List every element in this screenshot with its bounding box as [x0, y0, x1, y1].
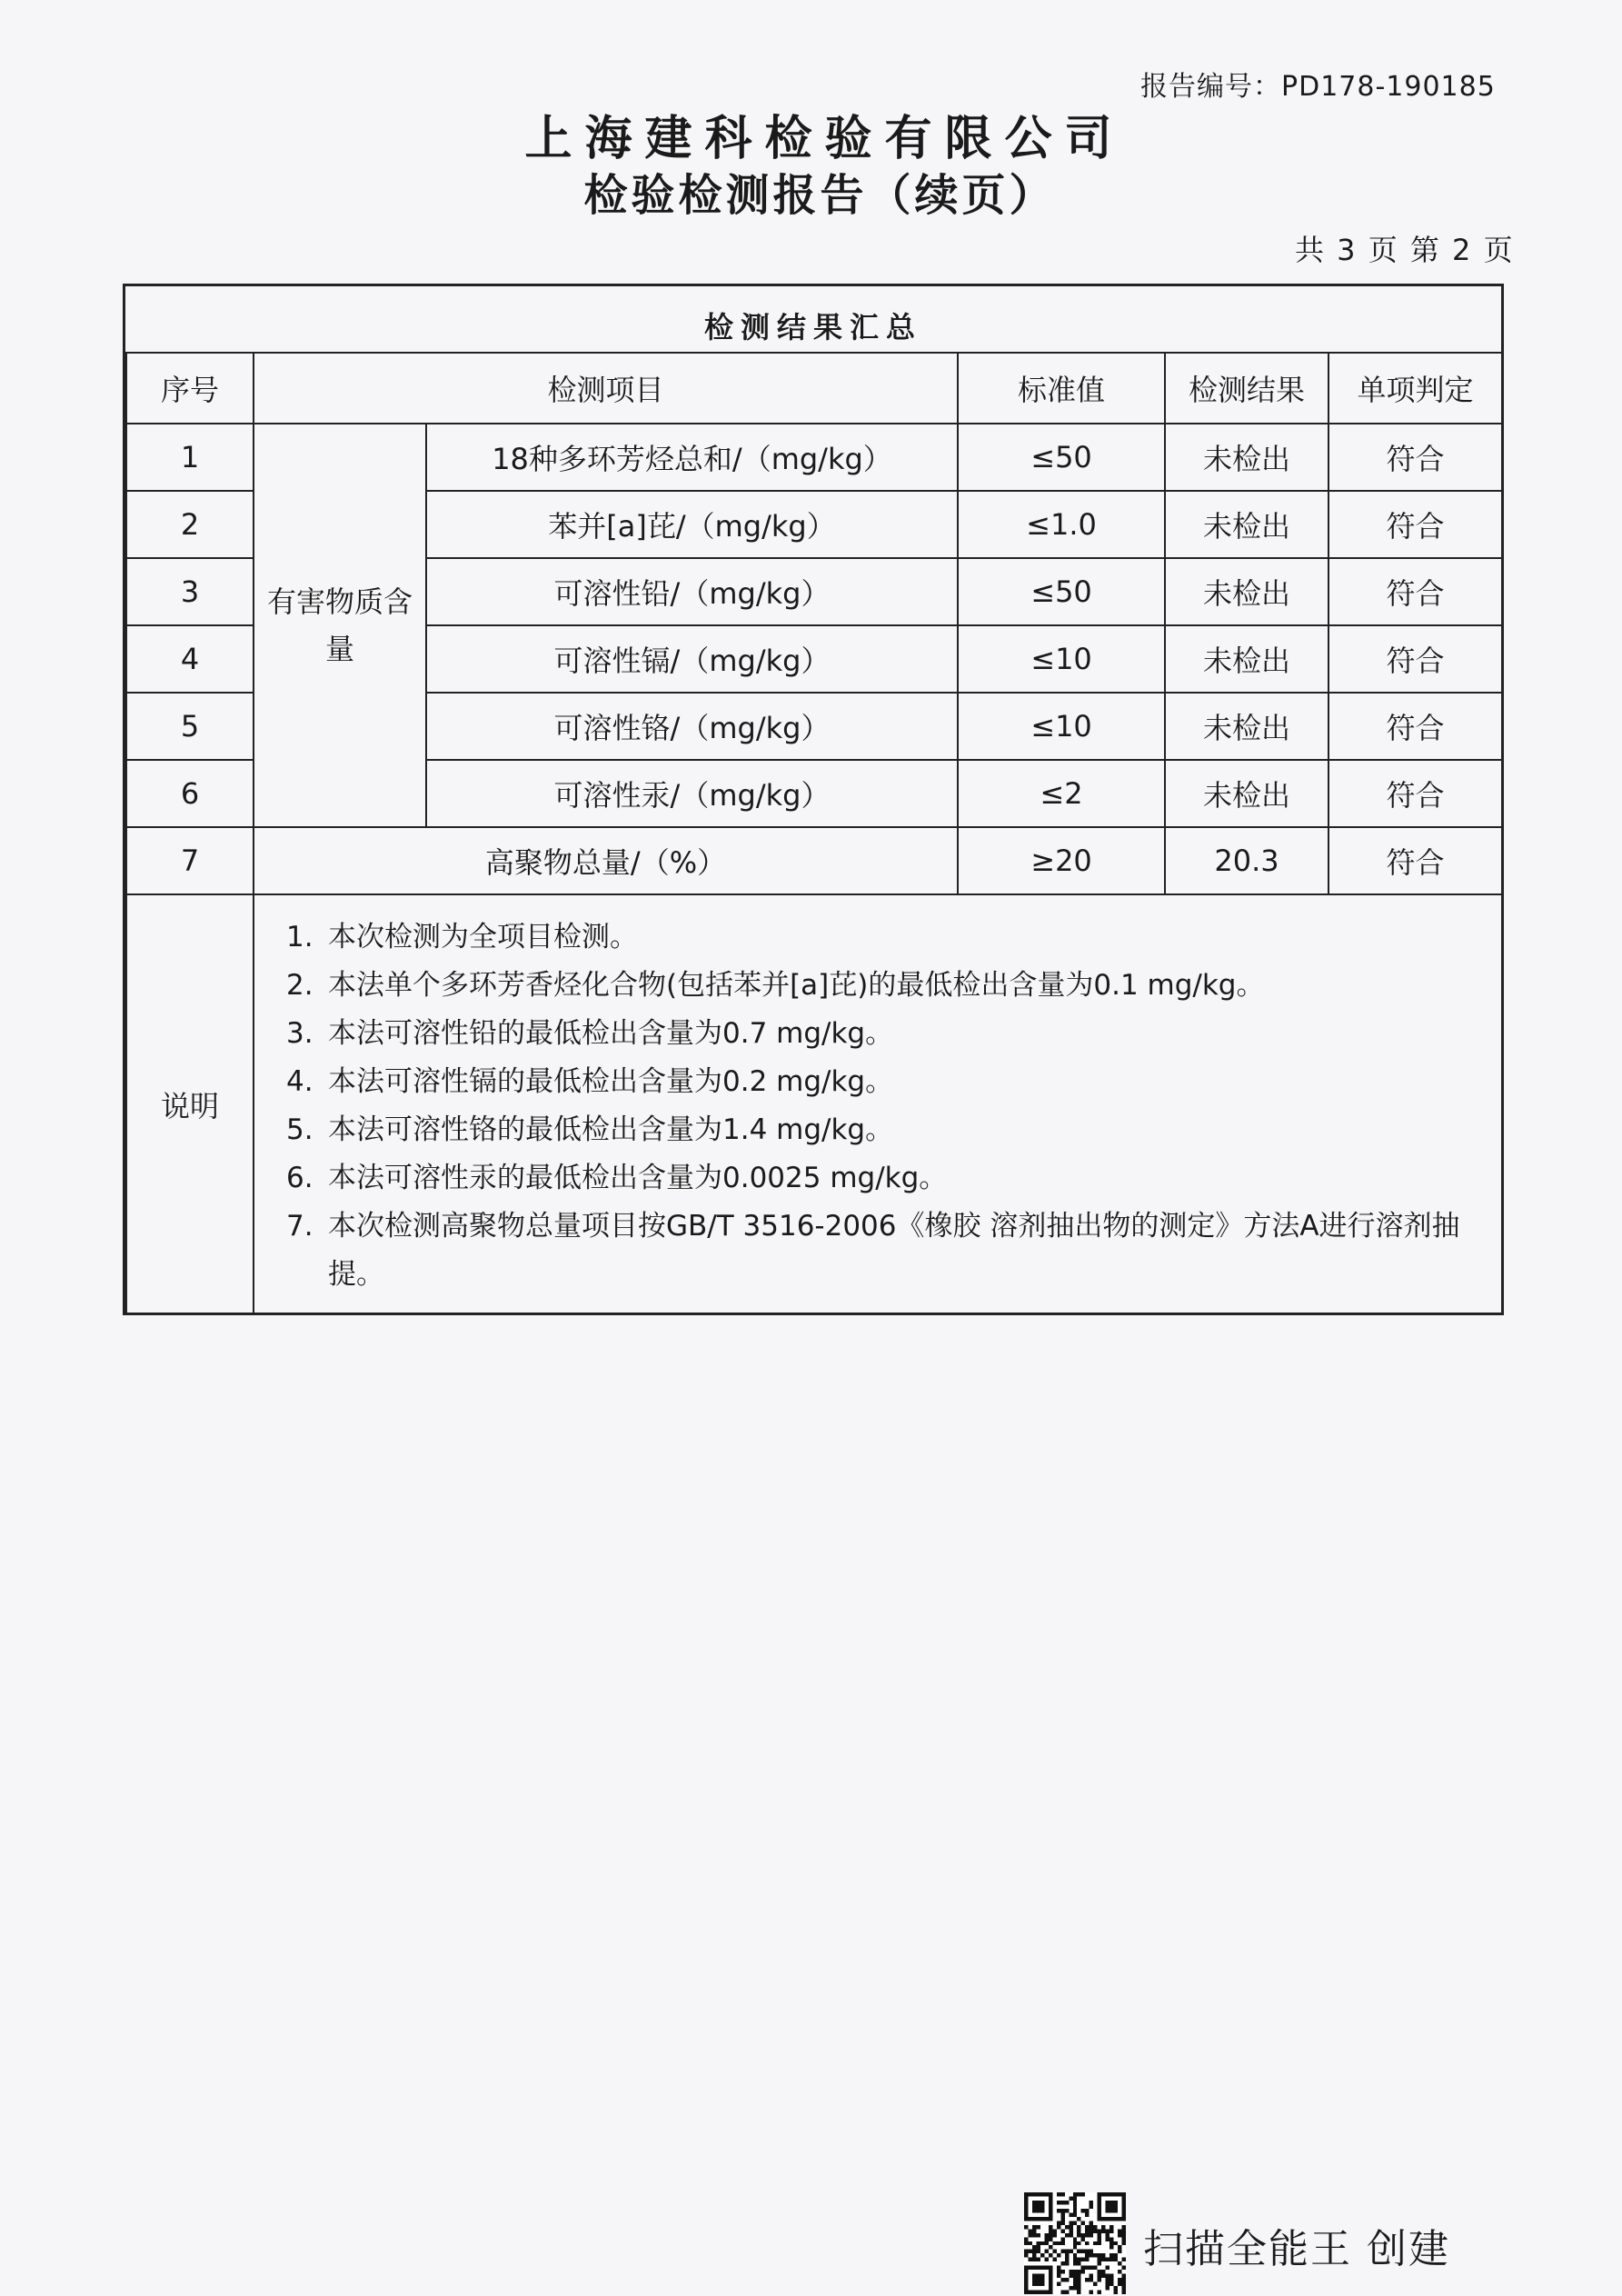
row-judgement: 符合	[1328, 760, 1502, 827]
note-text: 本法可溶性镉的最低检出含量为0.2 mg/kg。	[328, 1065, 894, 1098]
document-title: 检验检测报告（续页）	[583, 170, 1057, 221]
row-judgement: 符合	[1328, 558, 1502, 625]
note-number: 5.	[286, 1113, 313, 1146]
row-standard: ≤50	[958, 558, 1165, 625]
category-cell: 有害物质含量	[254, 424, 426, 827]
scanner-credit: 扫描全能王 创建	[1143, 2226, 1450, 2272]
summary-title: 检测结果汇总	[703, 310, 922, 344]
row-no: 2	[126, 491, 254, 558]
note-text: 本法可溶性汞的最低检出含量为0.0025 mg/kg。	[328, 1162, 948, 1194]
note-number: 3.	[286, 1017, 313, 1050]
row-result: 未检出	[1165, 491, 1328, 558]
note-text: 本法可溶性铬的最低检出含量为1.4 mg/kg。	[328, 1113, 894, 1146]
row-no: 6	[126, 760, 254, 827]
col-header-no: 序号	[126, 353, 254, 424]
note-item	[286, 913, 1501, 962]
row-result: 未检出	[1165, 625, 1328, 693]
row-result: 20.3	[1165, 827, 1328, 894]
col-header-judgement: 单项判定	[1328, 353, 1502, 424]
row-result: 未检出	[1165, 558, 1328, 625]
page-info: 共 3 页 第 2 页	[1295, 233, 1515, 267]
row-no: 3	[126, 558, 254, 625]
qr-code-icon	[1024, 2192, 1126, 2294]
row-no: 7	[126, 827, 254, 894]
note-text: 本法可溶性铅的最低检出含量为0.7 mg/kg。	[328, 1017, 894, 1050]
row-no: 5	[126, 693, 254, 760]
company-name: 上海建科检验有限公司	[524, 112, 1125, 166]
row-result: 未检出	[1165, 424, 1328, 491]
table-row	[126, 424, 1502, 491]
row-result: 未检出	[1165, 760, 1328, 827]
row-item: 可溶性汞/（mg/kg）	[426, 760, 958, 827]
note-text: 本次检测高聚物总量项目按GB/T 3516-2006《橡胶 溶剂抽出物的测定》方法A进行溶剂抽提。	[328, 1210, 1460, 1291]
row-standard: ≤50	[958, 424, 1165, 491]
note-item	[286, 1058, 1501, 1106]
note-number: 1.	[286, 921, 313, 953]
col-header-item: 检测项目	[254, 353, 958, 424]
row-standard: ≤1.0	[958, 491, 1165, 558]
notes-cell	[254, 894, 1502, 1314]
row-item: 18种多环芳烃总和/（mg/kg）	[426, 424, 958, 491]
note-item	[286, 1154, 1501, 1203]
row-standard: ≥20	[958, 827, 1165, 894]
report-number: 报告编号：PD178-190185	[1140, 71, 1496, 103]
notes-list	[254, 895, 1501, 1299]
note-item	[286, 1010, 1501, 1058]
row-judgement: 符合	[1328, 693, 1502, 760]
note-item	[286, 962, 1501, 1010]
row-standard: ≤10	[958, 693, 1165, 760]
row-judgement: 符合	[1328, 827, 1502, 894]
row-standard: ≤2	[958, 760, 1165, 827]
note-item	[286, 1106, 1501, 1154]
notes-row	[126, 894, 1502, 1314]
row-standard: ≤10	[958, 625, 1165, 693]
note-text: 本次检测为全项目检测。	[328, 921, 638, 953]
note-number: 6.	[286, 1162, 313, 1194]
row-item: 可溶性铬/（mg/kg）	[426, 693, 958, 760]
note-item	[286, 1203, 1501, 1299]
results-table	[125, 352, 1503, 1315]
row-judgement: 符合	[1328, 491, 1502, 558]
results-summary-box	[123, 284, 1504, 1315]
note-number: 2.	[286, 969, 313, 1002]
row-no: 4	[126, 625, 254, 693]
note-text: 本法单个多环芳香烃化合物(包括苯并[a]芘)的最低检出含量为0.1 mg/kg。	[328, 969, 1265, 1002]
row-result: 未检出	[1165, 693, 1328, 760]
col-header-result: 检测结果	[1165, 353, 1328, 424]
row-item: 可溶性铅/（mg/kg）	[426, 558, 958, 625]
row-judgement: 符合	[1328, 424, 1502, 491]
table-row	[126, 827, 1502, 894]
notes-label: 说明	[126, 894, 254, 1314]
col-header-standard: 标准值	[958, 353, 1165, 424]
row-item: 高聚物总量/（%）	[254, 827, 958, 894]
note-number: 4.	[286, 1065, 313, 1098]
row-item: 可溶性镉/（mg/kg）	[426, 625, 958, 693]
row-judgement: 符合	[1328, 625, 1502, 693]
row-item: 苯并[a]芘/（mg/kg）	[426, 491, 958, 558]
row-no: 1	[126, 424, 254, 491]
table-header-row	[126, 353, 1502, 424]
note-number: 7.	[286, 1210, 313, 1243]
